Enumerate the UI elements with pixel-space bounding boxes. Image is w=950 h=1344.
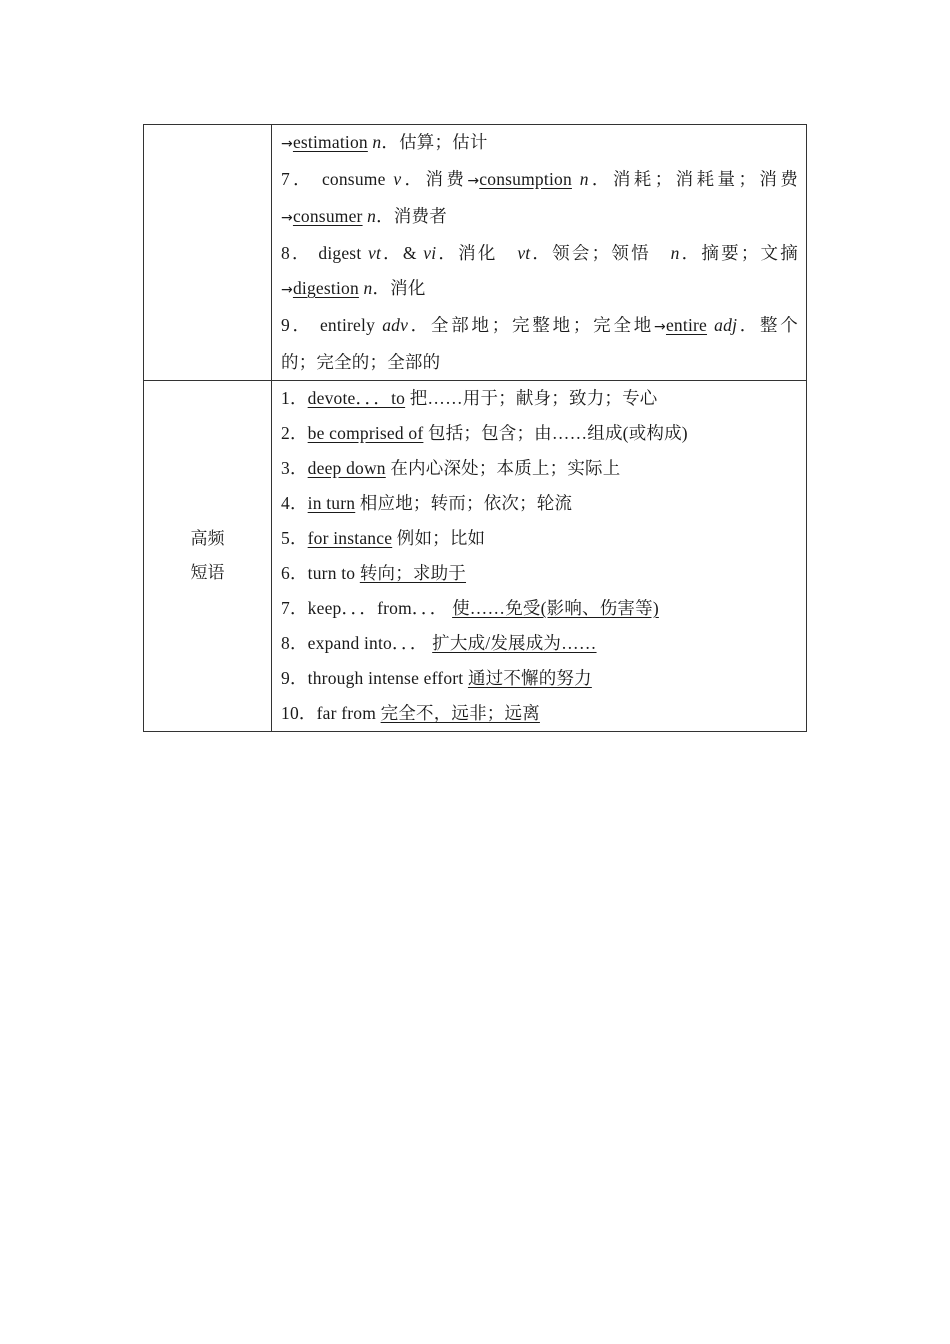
item-number: 5． [281, 528, 308, 548]
category-label: 高频 [190, 529, 225, 549]
words-content-cell [272, 125, 807, 381]
conjunction-text: ．& [381, 243, 424, 263]
meaning-text: 在内心深处；本质上；实际上 [385, 458, 621, 478]
word-entry-line [281, 308, 798, 345]
category-label: 短语 [190, 563, 225, 583]
meaning-text: ．领会；领悟 [530, 243, 671, 263]
arrow-icon: → [281, 210, 293, 226]
phrase-item [281, 416, 798, 451]
answer-meaning: 完全不，远非；远离 [380, 703, 540, 723]
word-entry-line [281, 236, 798, 271]
table-row-phrases [144, 381, 807, 732]
item-number: 6． [281, 563, 308, 583]
answer-phrase: for instance [307, 528, 393, 548]
answer-word: consumer [292, 206, 363, 226]
item-number: 2． [281, 423, 308, 443]
part-of-speech: n [579, 169, 589, 189]
phrases-content-cell [272, 381, 807, 732]
meaning-text: ．估算；估计 [381, 132, 488, 152]
meaning-text: ．消化 [436, 243, 518, 263]
answer-word: entire [665, 315, 708, 335]
phrase-text: keep．．．from．．． [307, 598, 453, 618]
item-number: 7． [281, 169, 315, 189]
headword: consume [321, 169, 386, 189]
part-of-speech: n [367, 206, 377, 226]
part-of-speech: v [393, 169, 402, 189]
word-entry-line [281, 125, 798, 162]
arrow-icon: → [467, 173, 480, 189]
meaning-text: 例如；比如 [392, 528, 486, 548]
arrow-icon: → [281, 136, 293, 152]
meaning-text: ．消费 [401, 169, 468, 189]
answer-meaning: 扩大成/发展成为…… [432, 633, 597, 653]
meaning-text: 把……用于；献身；致力；专心 [405, 388, 658, 408]
meaning-text: ．整个 [737, 315, 798, 335]
answer-phrase: be comprised of [307, 423, 424, 443]
arrow-icon: → [281, 282, 293, 298]
meaning-text: ．消耗；消耗量；消费 [588, 169, 799, 189]
item-number: 4． [281, 493, 308, 513]
item-number: 8． [281, 243, 312, 263]
phrase-item [281, 626, 798, 661]
meaning-text: 包括；包含；由……组成(或构成) [423, 423, 688, 443]
meaning-text: 相应地；转而；依次；轮流 [355, 493, 573, 513]
phrase-item [281, 696, 798, 731]
answer-phrase: in turn [307, 493, 356, 513]
category-cell-empty [144, 125, 272, 381]
word-entry-line [281, 271, 798, 308]
item-number: 9． [281, 315, 313, 335]
category-cell [144, 381, 272, 732]
part-of-speech: adj [714, 315, 738, 335]
item-number: 9． [281, 668, 308, 688]
answer-phrase: deep down [307, 458, 386, 478]
item-number: 7． [281, 598, 308, 618]
meaning-text: ．摘要；文摘 [679, 243, 799, 263]
phrase-item [281, 556, 798, 591]
item-number: 3． [281, 458, 308, 478]
part-of-speech: vt [517, 243, 531, 263]
item-number: 1． [281, 388, 308, 408]
phrase-text: turn to [307, 563, 360, 583]
vocabulary-table [143, 124, 807, 732]
word-entry-line [281, 199, 798, 236]
part-of-speech: adv [382, 315, 409, 335]
part-of-speech: vt [368, 243, 382, 263]
item-number: 8． [281, 633, 308, 653]
answer-meaning: 转向；求助于 [359, 563, 467, 583]
phrase-item [281, 661, 798, 696]
meaning-text: 的；完全的；全部的 [281, 352, 441, 372]
word-entry-line [281, 345, 798, 380]
phrase-item [281, 591, 798, 626]
phrase-text: expand into．．． [307, 633, 433, 653]
table-row-words [144, 125, 807, 381]
phrase-item [281, 381, 798, 416]
headword: entirely [319, 315, 376, 335]
part-of-speech: vi [423, 243, 437, 263]
answer-meaning: 使……免受(影响、伤害等) [452, 598, 659, 618]
part-of-speech: n [372, 132, 382, 152]
headword: digest [318, 243, 362, 263]
meaning-text: ．消化 [372, 278, 426, 298]
answer-word: digestion [292, 278, 359, 298]
answer-phrase: devote．．．to [307, 388, 406, 408]
meaning-text: ．全部地；完整地；完全地 [408, 315, 655, 335]
phrase-item [281, 486, 798, 521]
word-entry-line [281, 162, 798, 199]
meaning-text: ．消费者 [376, 206, 447, 226]
phrase-text: far from [316, 703, 381, 723]
part-of-speech: n [363, 278, 373, 298]
item-number: 10． [281, 703, 317, 723]
phrase-text: through intense effort [307, 668, 468, 688]
answer-word: estimation [292, 132, 368, 152]
part-of-speech: n [670, 243, 680, 263]
answer-word: consumption [479, 169, 572, 189]
phrase-item [281, 521, 798, 556]
arrow-icon: → [654, 319, 666, 335]
phrase-item [281, 451, 798, 486]
answer-meaning: 通过不懈的努力 [467, 668, 592, 688]
